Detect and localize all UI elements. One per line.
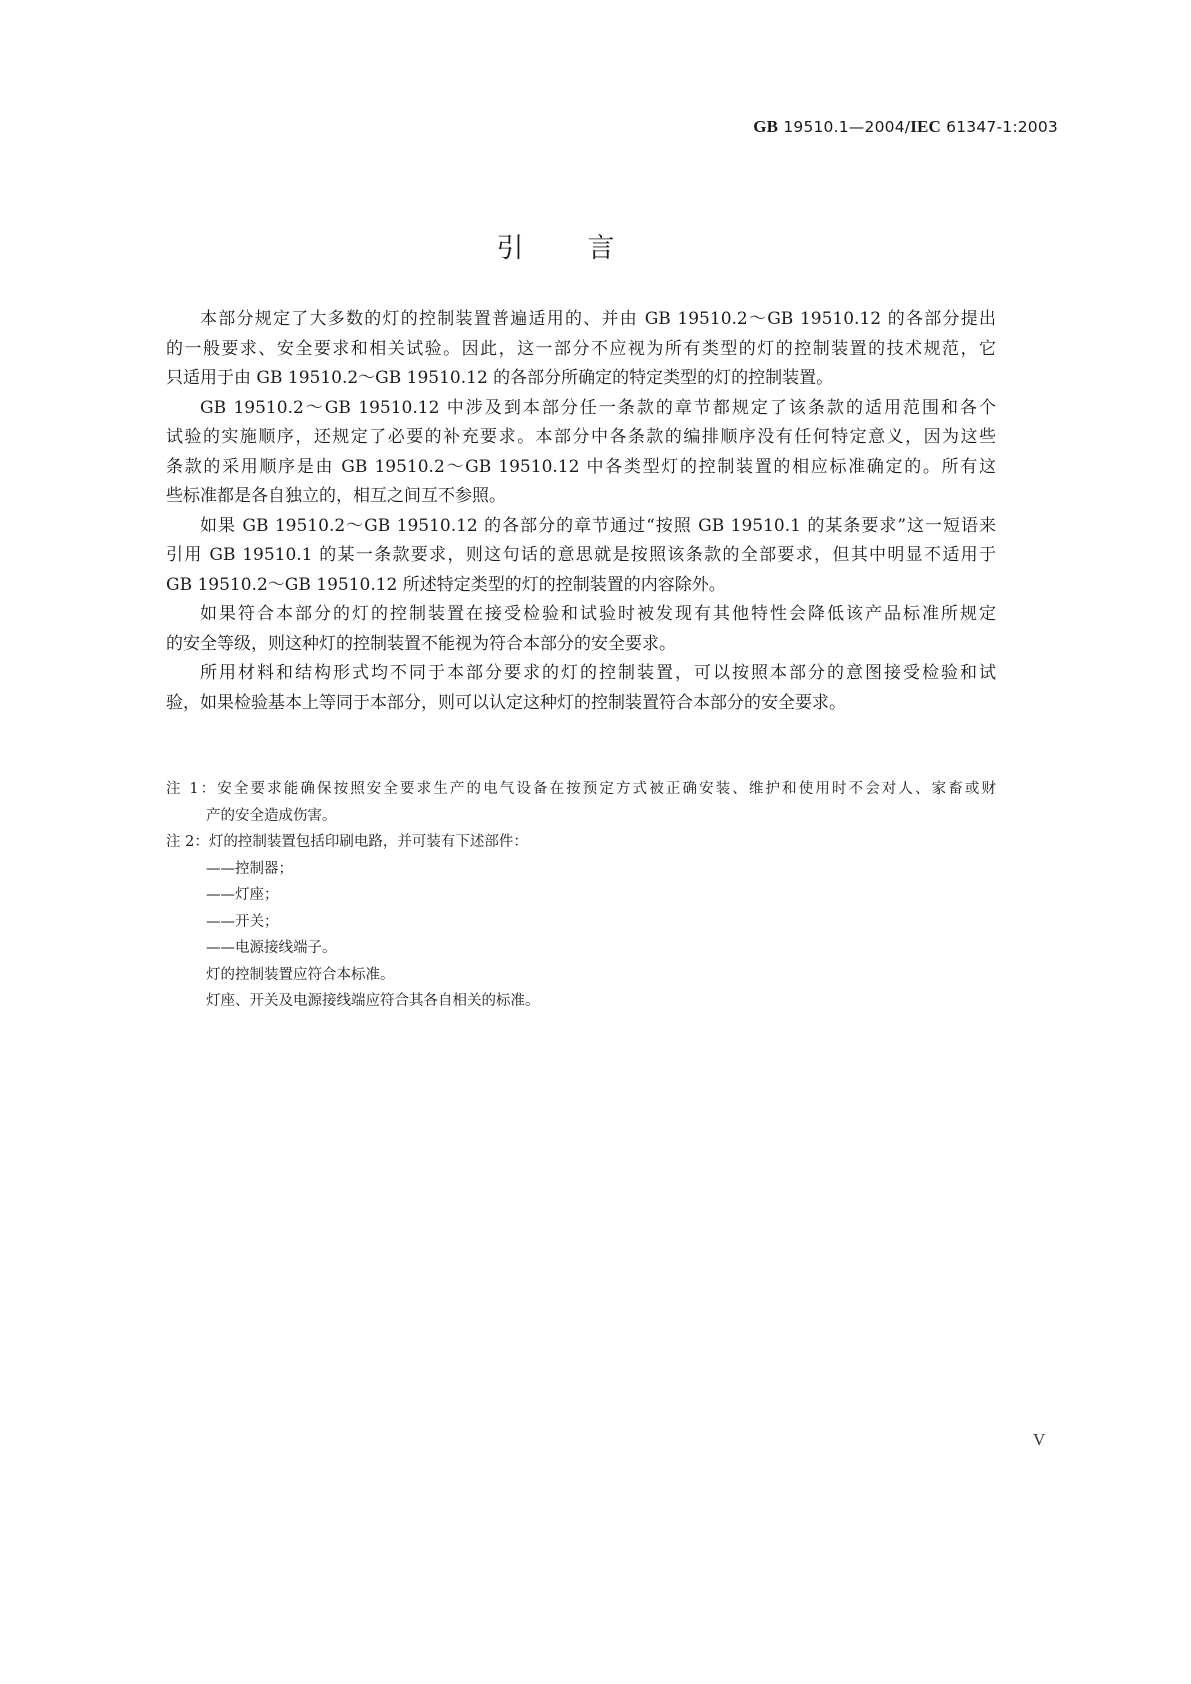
title-char-2: 言 bbox=[587, 233, 615, 264]
list-item: ——灯座； bbox=[206, 887, 279, 903]
page-title bbox=[0, 226, 1111, 265]
iec-prefix: IEC bbox=[910, 117, 942, 136]
paragraph-line: 如果符合本部分的灯的控制装置在接受检验和试验时被发现有其他特性会降低该产品标准所规定 bbox=[200, 604, 996, 624]
paragraph-2 bbox=[166, 394, 996, 512]
note-line: 注 1：安全要求能确保按照安全要求生产的电气设备在按预定方式被正确安装、维护和使用时不会对人、家畜或财 bbox=[166, 781, 996, 797]
paragraph-3 bbox=[166, 512, 996, 601]
note-closing-line: 灯的控制装置应符合本标准。 bbox=[206, 966, 395, 983]
note-2 bbox=[166, 829, 996, 1015]
list-item: ——电源接线端子。 bbox=[206, 940, 337, 956]
paragraph-line: 本部分规定了大多数的灯的控制装置普遍适用的、并由 GB 19510.2～GB 19510.12 的各部分提出 bbox=[200, 309, 996, 329]
standard-header bbox=[753, 117, 1058, 137]
paragraph-line: 验，如果检验基本上等同于本部分，则可以认定这种灯的控制装置符合本部分的安全要求。 bbox=[166, 692, 846, 713]
paragraph-line: GB 19510.2～GB 19510.12 所述特定类型的灯的控制装置的内容除外。 bbox=[166, 574, 726, 595]
paragraph-1 bbox=[166, 305, 996, 394]
paragraph-5 bbox=[166, 659, 996, 718]
list-item: ——开关； bbox=[206, 913, 279, 930]
paragraph-line: 的一般要求、安全要求和相关试验。因此，这一部分不应视为所有类型的灯的控制装置的技术规范，它 bbox=[166, 338, 996, 359]
paragraph-4 bbox=[166, 600, 996, 659]
paragraph-line: 引用 GB 19510.1 的某一条款要求，则这句话的意思就是按照该条款的全部要求，但其中明显不适用于 bbox=[166, 545, 996, 565]
introduction-body bbox=[166, 305, 996, 718]
paragraph-line: GB 19510.2～GB 19510.12 中涉及到本部分任一条款的章节都规定了该条款的适用范围和各个 bbox=[200, 397, 996, 418]
paragraph-line: 的安全等级，则这种灯的控制装置不能视为符合本部分的安全要求。 bbox=[166, 633, 676, 654]
paragraph-line: 试验的实施顺序，还规定了必要的补充要求。本部分中各条款的编排顺序没有任何特定意义，因为这些 bbox=[166, 427, 996, 447]
note-line: 产的安全造成伤害。 bbox=[206, 807, 337, 824]
note-intro: 注 2：灯的控制装置包括印刷电路，并可装有下述部件： bbox=[166, 834, 528, 850]
standard-number: 19510.1—2004/ bbox=[778, 118, 911, 136]
list-item: ——控制器； bbox=[206, 860, 293, 877]
title-char-1: 引 bbox=[496, 233, 524, 264]
note-closing-line: 灯座、开关及电源接线端应符合其各自相关的标准。 bbox=[206, 993, 540, 1009]
standard-prefix: GB bbox=[753, 117, 779, 136]
page-number: V bbox=[1033, 1430, 1046, 1449]
iec-number: 61347-1:2003 bbox=[941, 118, 1058, 136]
paragraph-line: 只适用于由 GB 19510.2～GB 19510.12 的各部分所确定的特定类型的灯的控制装置。 bbox=[166, 368, 834, 388]
notes-section bbox=[166, 776, 996, 1015]
paragraph-line: 些标准都是各自独立的，相互之间互不参照。 bbox=[166, 486, 506, 506]
paragraph-line: 条款的采用顺序是由 GB 19510.2～GB 19510.12 中各类型灯的控制装置的相应标准确定的。所有这 bbox=[166, 456, 996, 477]
paragraph-line: 如果 GB 19510.2～GB 19510.12 的各部分的章节通过“按照 GB 19510.1 的某条要求”这一短语来 bbox=[200, 515, 996, 536]
paragraph-line: 所用材料和结构形式均不同于本部分要求的灯的控制装置，可以按照本部分的意图接受检验和试 bbox=[200, 663, 996, 683]
note-1 bbox=[166, 776, 996, 829]
